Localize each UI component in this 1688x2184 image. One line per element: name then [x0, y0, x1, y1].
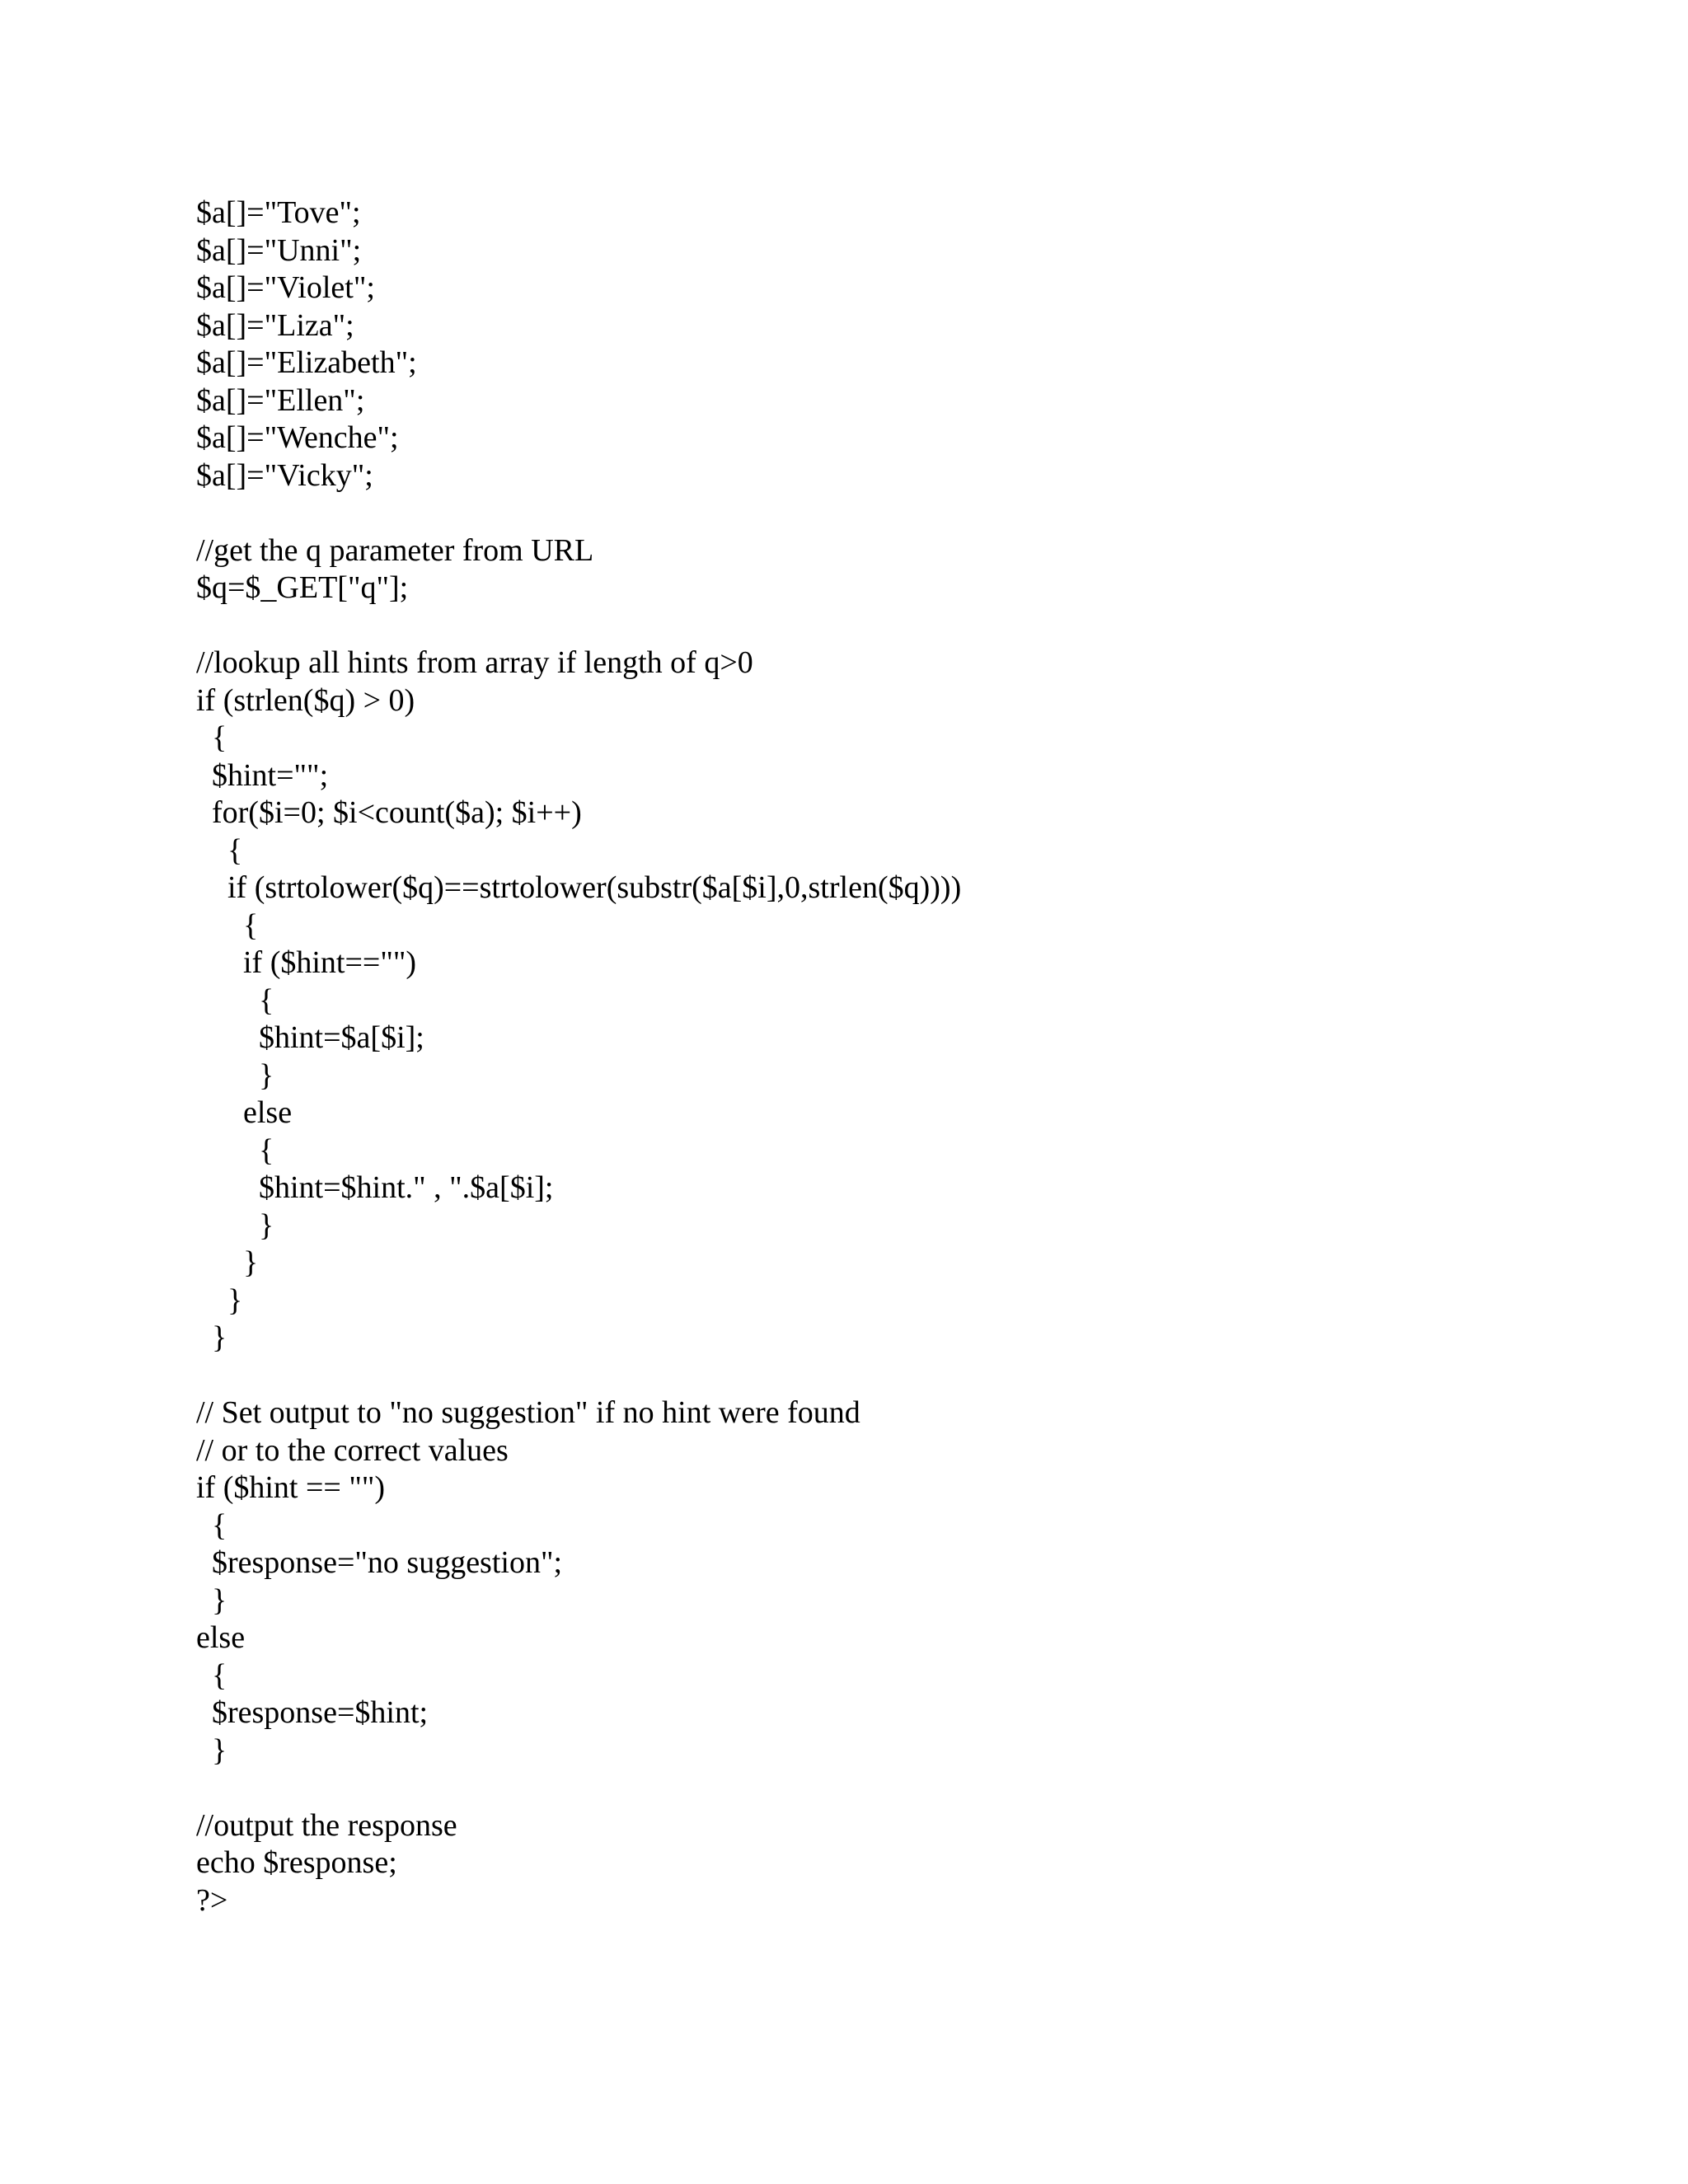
- code-line: if ($hint == ""): [196, 1470, 386, 1505]
- code-line: //lookup all hints from array if length of q>0: [196, 645, 753, 680]
- code-line: {: [196, 907, 259, 943]
- code-line: }: [196, 1245, 259, 1280]
- code-line: $a[]="Unni";: [196, 232, 362, 268]
- code-line: // Set output to "no suggestion" if no hint were found: [196, 1395, 860, 1430]
- code-line: }: [196, 1732, 227, 1768]
- code-line: else: [196, 1620, 246, 1655]
- code-line: }: [196, 1582, 227, 1618]
- code-line: }: [196, 1207, 274, 1243]
- code-line: $response="no suggestion";: [196, 1545, 563, 1580]
- code-line: $response=$hint;: [196, 1695, 429, 1730]
- code-line: echo $response;: [196, 1845, 397, 1880]
- code-line: $a[]="Violet";: [196, 270, 375, 305]
- code-line: //get the q parameter from URL: [196, 532, 594, 568]
- code-line: {: [196, 1132, 274, 1168]
- code-line: ?>: [196, 1882, 228, 1918]
- code-line: }: [196, 1320, 227, 1355]
- code-line: $hint=$a[$i];: [196, 1020, 424, 1055]
- blank-line: [196, 494, 961, 532]
- code-line: {: [196, 1657, 227, 1693]
- code-listing: [196, 194, 961, 1919]
- code-line: else: [196, 1095, 293, 1130]
- blank-line: [196, 1357, 961, 1395]
- code-line: if (strlen($q) > 0): [196, 682, 415, 718]
- code-line: $a[]="Liza";: [196, 307, 354, 343]
- code-line: $a[]="Ellen";: [196, 382, 365, 418]
- code-line: //output the response: [196, 1807, 457, 1843]
- code-line: $a[]="Tove";: [196, 195, 361, 230]
- code-line: {: [196, 832, 243, 868]
- code-line: $a[]="Elizabeth";: [196, 345, 417, 380]
- code-line: }: [196, 1282, 243, 1318]
- code-line: // or to the correct values: [196, 1432, 509, 1468]
- code-line: if (strtolower($q)==strtolower(substr($a[$i],0,strlen($q)))): [196, 870, 962, 905]
- code-line: $hint="";: [196, 757, 329, 793]
- code-line: $hint=$hint." , ".$a[$i];: [196, 1170, 554, 1205]
- code-line: }: [196, 1057, 274, 1093]
- code-line: if ($hint==""): [196, 945, 417, 980]
- code-line: $a[]="Wenche";: [196, 420, 399, 455]
- blank-line: [196, 1769, 961, 1807]
- code-line: {: [196, 1507, 227, 1543]
- code-line: {: [196, 720, 227, 755]
- code-line: {: [196, 982, 274, 1018]
- code-line: for($i=0; $i<count($a); $i++): [196, 795, 582, 830]
- code-line: $a[]="Vicky";: [196, 457, 373, 493]
- code-line: $q=$_GET["q"];: [196, 570, 409, 605]
- blank-line: [196, 607, 961, 645]
